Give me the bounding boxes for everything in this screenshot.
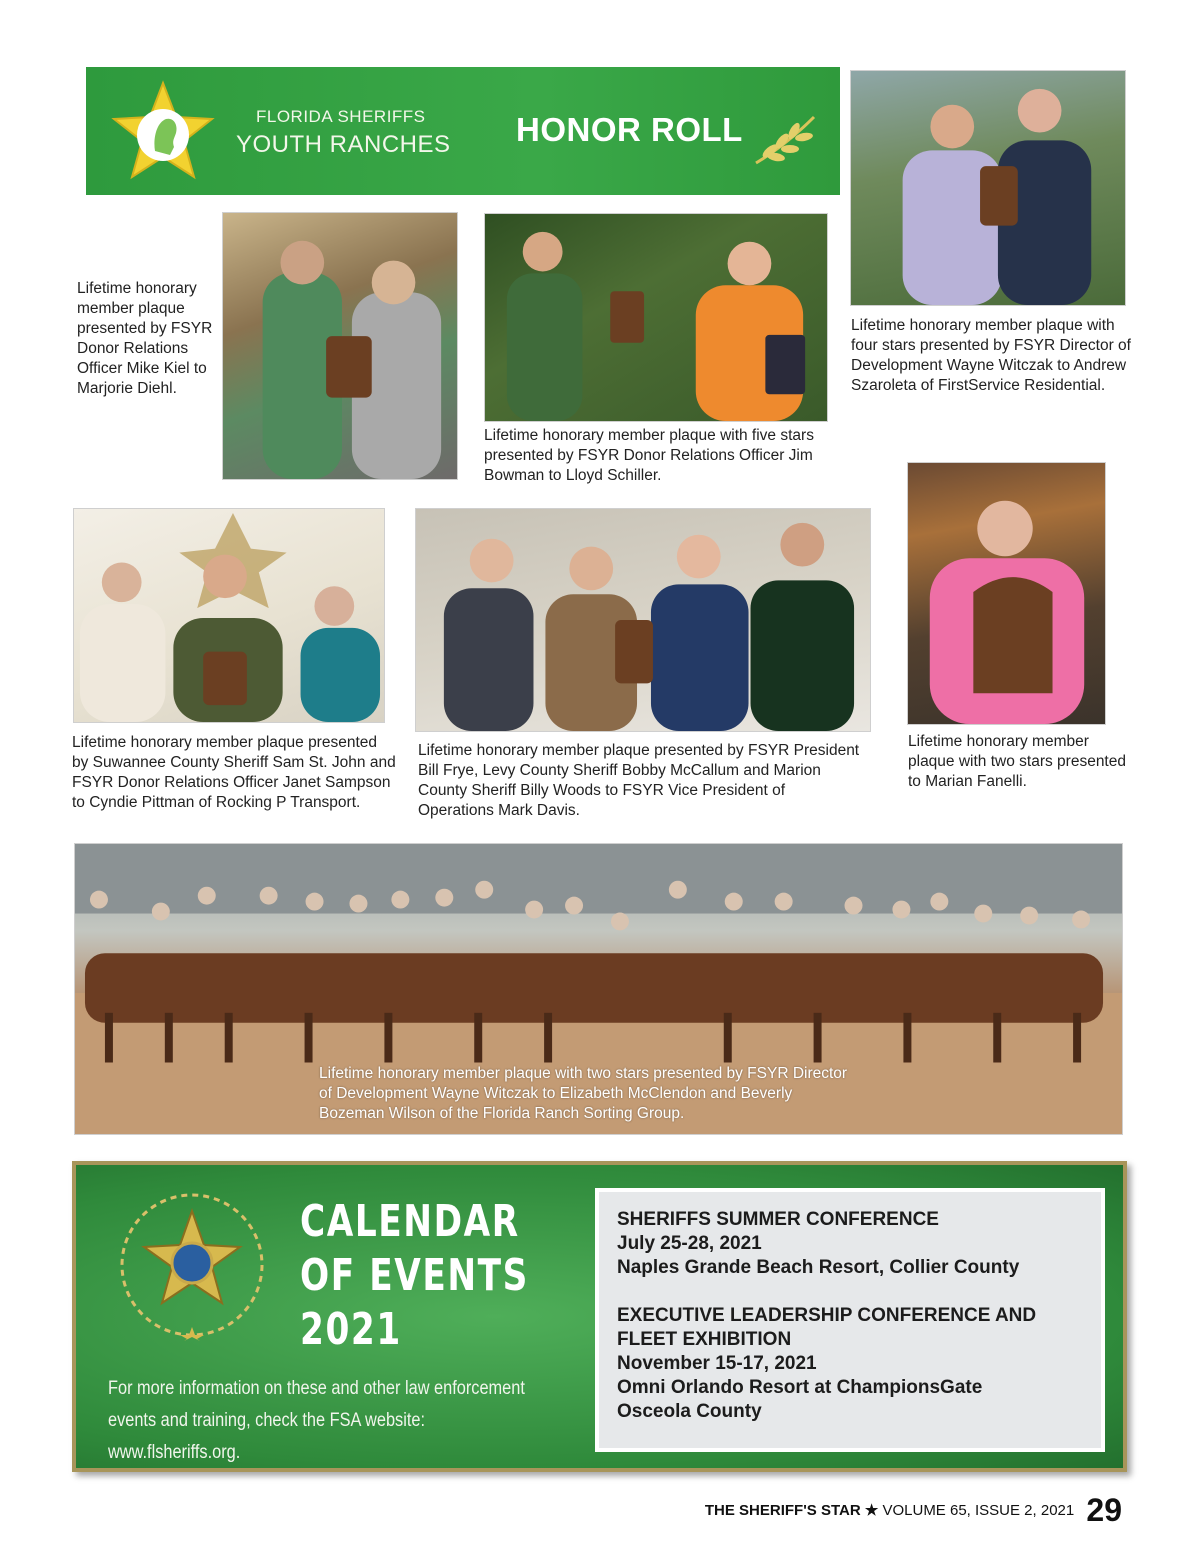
photo-bowman-schiller [484,213,828,422]
photo-kiel-diehl [222,212,458,480]
events-list [595,1188,1105,1452]
caption-bowman: Lifetime honorary member plaque with five stars presented by FSYR Donor Relations Officer Jim Bowman to Lloyd Schiller. [484,427,814,484]
caption-kiel: Lifetime honorary member plaque presented by FSYR Donor Relations Officer Mike Kiel to Marjorie Diehl. [77,280,213,397]
calendar-of-events-box [72,1161,1127,1472]
event-2-location-line1: Omni Orlando Resort at ChampionsGate [617,1377,983,1398]
caption-witczak-four: Lifetime honorary member plaque with four stars presented by FSYR Director of Development Wayne Witczak to Andrew Szaroleta of FirstService Residential. [851,317,1131,394]
sheriff-star-logo-icon [108,79,218,187]
photo-witczak-szaroleta [850,70,1126,306]
honor-roll-banner [86,67,840,195]
event-2-name-line1: EXECUTIVE LEADERSHIP CONFERENCE AND [617,1305,1037,1326]
honor-roll-title: HONOR ROLL [516,111,743,148]
calendar-title-line2: OF EVENTS [300,1250,529,1301]
calendar-title [300,1195,529,1357]
calendar-title-line1: CALENDAR [300,1196,520,1247]
calendar-more-info: For more information on these and other law enforcement events and training, check the FSA website: www.flsheriffs.org. [108,1378,525,1463]
florida-sheriffs-association-badge-icon [116,1189,268,1341]
calendar-title-line3: 2021 [300,1304,402,1355]
event-1-dates: July 25-28, 2021 [617,1233,762,1254]
caption-fanelli: Lifetime honorary member plaque with two stars presented to Marian Fanelli. [908,733,1126,790]
org-name-line1: FLORIDA SHERIFFS [256,107,426,126]
volume-issue: VOLUME 65, ISSUE 2, 2021 [882,1502,1075,1519]
org-name-line2: YOUTH RANCHES [236,131,451,158]
caption-ranch: Lifetime honorary member plaque with two stars presented by FSYR Director of Development Wayne Witczak to Elizabeth McClendon and Beverly Bozeman Wilson of the Florida Ranch Sorting Group. [319,1065,848,1122]
event-2-location-line2: Osceola County [617,1401,762,1422]
publication-name: THE SHERIFF'S STAR [704,1502,861,1519]
photo-suwannee [73,508,385,723]
event-1-location: Naples Grande Beach Resort, Collier County [617,1257,1020,1278]
event-1-name: SHERIFFS SUMMER CONFERENCE [617,1209,939,1230]
caption-frye: Lifetime honorary member plaque presented by FSYR President Bill Frye, Levy County Sheriff Bobby McCallum and Marion County Sheriff Billy Woods to FSYR Vice President of Operations Mark Davis. [418,742,860,819]
laurel-leaves-icon [750,111,820,167]
page-number: 29 [1086,1492,1122,1528]
photo-frye-davis [415,508,871,732]
caption-suwannee: Lifetime honorary member plaque presented by Suwannee County Sheriff Sam St. John and FSYR Donor Relations Officer Janet Sampson to Cyndie Pittman of Rocking P Transport. [72,734,396,811]
event-2-dates: November 15-17, 2021 [617,1353,817,1374]
photo-fanelli [907,462,1106,725]
event-2-name-line2: FLEET EXHIBITION [617,1329,792,1350]
page-footer [705,1492,1122,1529]
star-icon: ★ [864,1502,879,1519]
photo-ranch-sorting-group [74,843,1123,1135]
